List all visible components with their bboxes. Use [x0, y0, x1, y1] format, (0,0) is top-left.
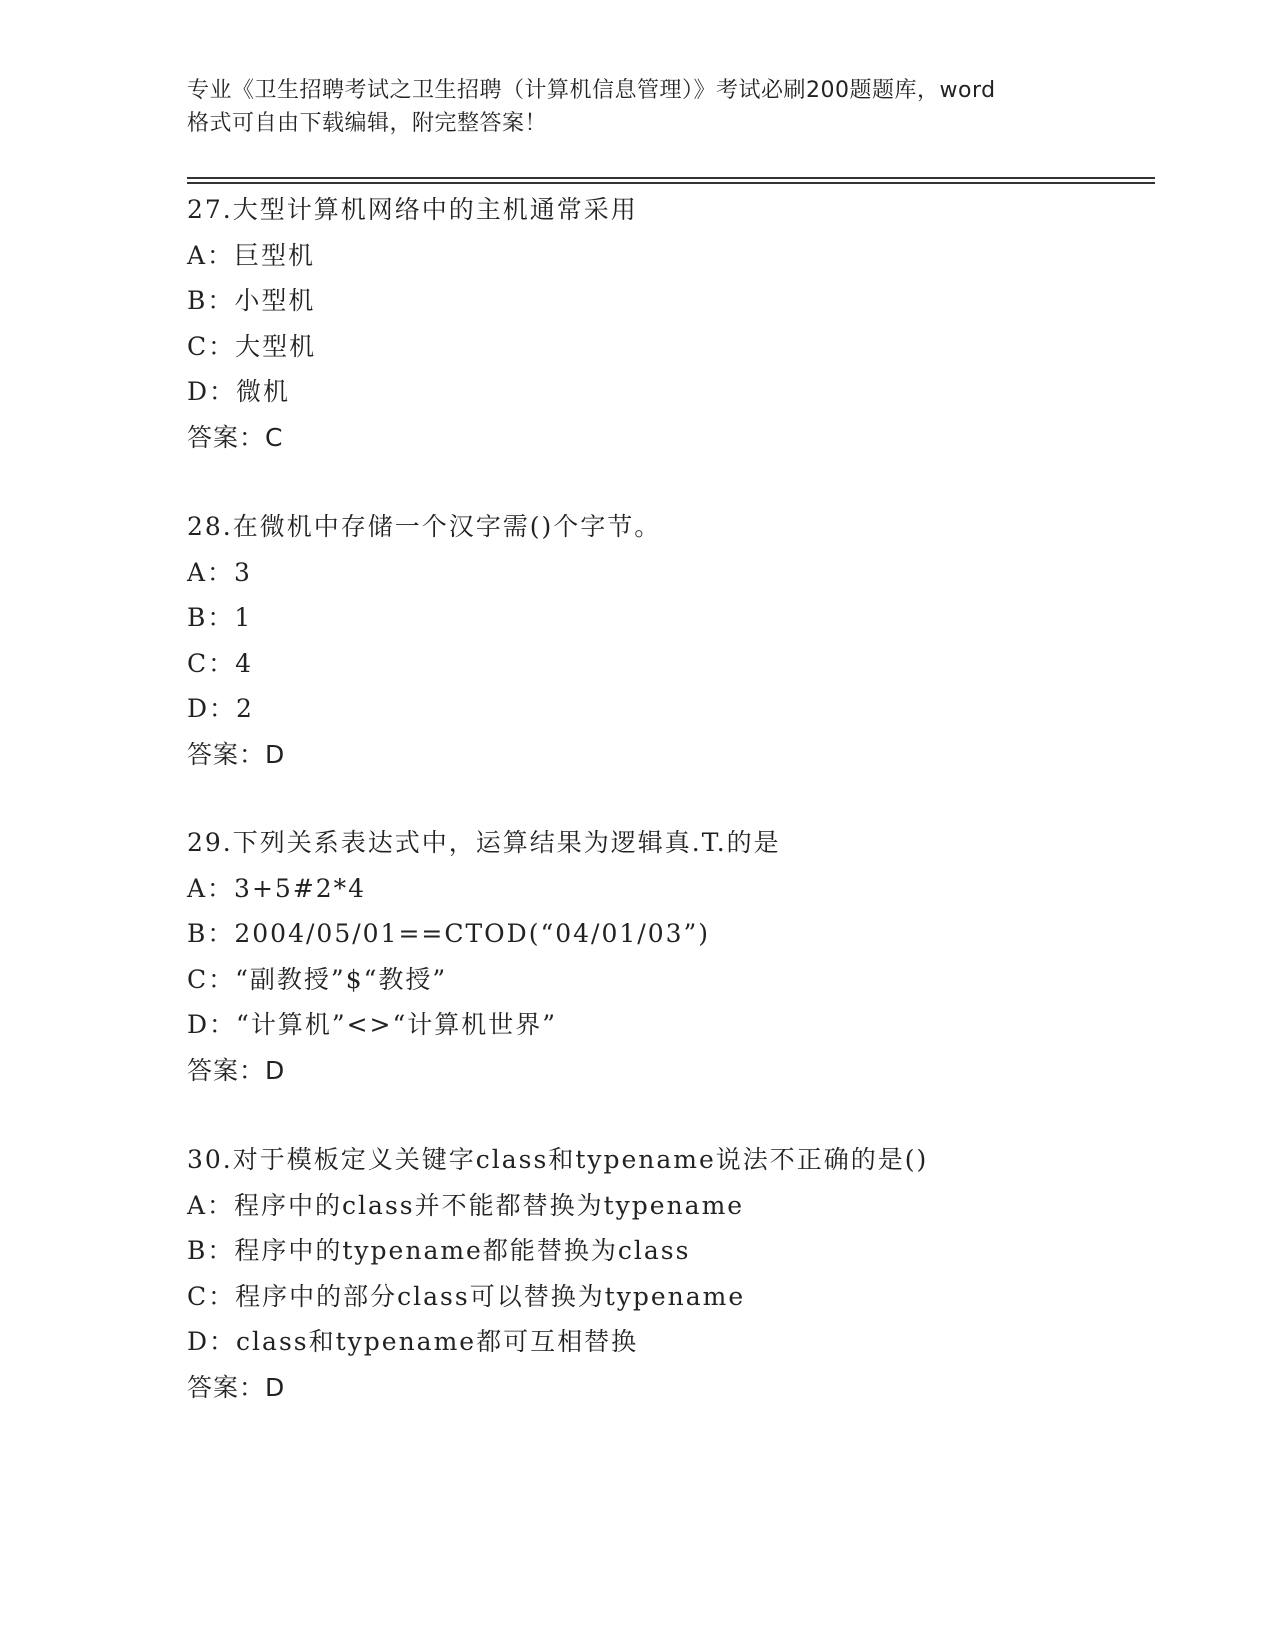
document-header [187, 74, 1087, 140]
question-30 [187, 1137, 1147, 1411]
header-line-2: 格式可自由下载编辑，附完整答案！ [187, 111, 548, 136]
header-rule-top [187, 177, 1155, 179]
option-b: B：程序中的typename都能替换为class [187, 1236, 691, 1266]
answer: 答案：D [187, 739, 286, 769]
option-c: C：4 [187, 648, 254, 678]
option-a: A：巨型机 [187, 240, 316, 270]
question-29 [187, 820, 1147, 1094]
option-d: D：class和typename都可互相替换 [187, 1327, 639, 1357]
answer: 答案：D [187, 1372, 286, 1402]
option-b: B：2004/05/01==CTOD(“04/01/03”) [187, 919, 711, 949]
question-stem: 30.对于模板定义关键字class和typename说法不正确的是() [187, 1145, 929, 1174]
option-a: A：程序中的class并不能都替换为typename [187, 1190, 745, 1220]
option-b: B：1 [187, 603, 253, 633]
answer: 答案：D [187, 1055, 286, 1085]
question-stem: 28.在微机中存储一个汉字需()个字节。 [187, 512, 662, 541]
option-c: C：“副教授”$“教授” [187, 964, 448, 994]
question-stem: 27.大型计算机网络中的主机通常采用 [187, 195, 638, 224]
option-c: C：程序中的部分class可以替换为typename [187, 1281, 746, 1311]
option-d: D：2 [187, 694, 254, 724]
option-b: B：小型机 [187, 286, 316, 316]
header-line-1: 专业《卫生招聘考试之卫生招聘（计算机信息管理）》考试必刷200题题库，word [187, 78, 996, 103]
answer: 答案：C [187, 422, 284, 452]
header-rule-bottom [187, 182, 1155, 184]
question-27 [187, 187, 1147, 461]
option-d: D：“计算机”<>“计算机世界” [187, 1010, 558, 1040]
question-28 [187, 504, 1147, 778]
option-d: D：微机 [187, 377, 291, 407]
option-c: C：大型机 [187, 331, 317, 361]
option-a: A：3 [187, 557, 252, 587]
question-stem: 29.下列关系表达式中，运算结果为逻辑真.T.的是 [187, 828, 781, 857]
option-a: A：3+5#2*4 [187, 873, 367, 903]
